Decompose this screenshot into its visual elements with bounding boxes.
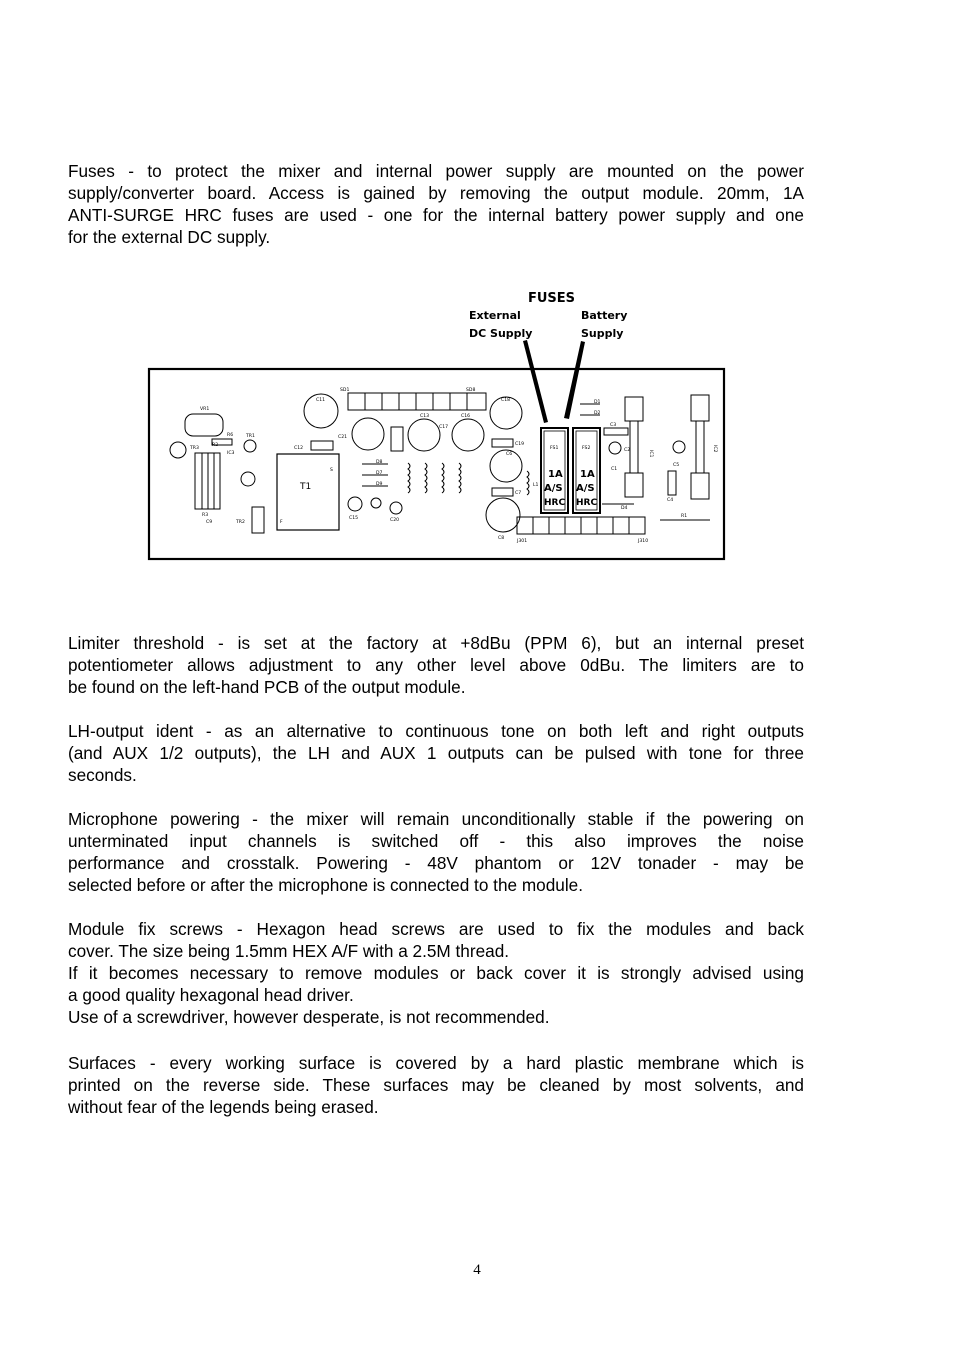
text-line: Fuses - to protect the mixer and internal power supply are mounted on the power [68,161,804,181]
text-line: be found on the left-hand PCB of the output module. [68,677,466,697]
text-line: cover. The size being 1.5mm HEX A/F with a 2.5M thread. [68,941,510,961]
pcb-fuse-diagram [140,283,730,565]
connector-strip [517,517,645,534]
label-r1: R1 [681,514,688,519]
text-line: without fear of the legends being erased. [68,1097,379,1117]
paragraph-fuses [68,160,804,248]
label-d9: D9 [376,482,383,487]
tr2-component [252,507,264,533]
battery-label-1: Battery [581,309,628,322]
transformer-t1 [277,454,339,530]
label-s: S [330,468,333,473]
text-line: Module fix screws - Hexagon head screws are used to fix the modules and back [68,919,804,939]
c7-capacitor [492,488,513,496]
label-vr1: VR1 [200,407,210,412]
label-c3: C3 [610,423,617,428]
text-line: Surfaces - every working surface is covered by a hard plastic membrane which is [68,1053,804,1073]
battery-label-2: Supply [581,327,624,340]
label-c19: C19 [515,442,525,447]
fs1-rating: 1A [548,469,563,480]
label-c1: C1 [611,467,618,472]
c18b-capacitor [371,498,381,508]
paragraph-surfaces [68,1052,804,1118]
label-r6: R6 [227,433,234,438]
c12-capacitor [311,441,333,450]
label-c4: C4 [667,498,674,503]
label-c12: C12 [294,446,304,451]
text-line: LH-output ident - as an alternative to continuous tone on both left and right outputs [68,721,804,741]
label-ic1: IC1 [648,450,653,458]
c5-capacitor [673,441,685,453]
text-line: If it becomes necessary to remove modules or back cover it is strongly advised using [68,963,804,983]
label-ic3: IC3 [227,451,235,456]
label-tr1: TR1 [246,434,255,439]
label-fs2: FS2 [582,446,591,451]
paragraph-mic-powering [68,808,804,896]
text-line: Use of a screwdriver, however desperate, is not recommended. [68,1007,550,1027]
label-c8: C8 [498,536,505,541]
text-line: a good quality hexagonal head driver. [68,985,354,1005]
label-r2: R2 [212,443,219,448]
c21-capacitor [352,418,384,450]
header-strip [348,393,486,410]
small-cap [241,472,255,486]
text-line: selected before or after the microphone is connected to the module. [68,875,583,895]
label-c13: C13 [420,414,430,419]
fs1-class: HRC [544,498,566,508]
paragraph-fix-screws [68,918,804,1028]
paragraph-limiter [68,632,804,698]
text-line: unterminated input channels is switched off - this also improves the noise [68,831,804,851]
text-line: performance and crosstalk. Powering - 48V phantom or 12V tonader - may be [68,853,804,873]
label-d7: D7 [376,471,383,476]
label-d2: D2 [594,411,601,416]
label-l1: L1 [533,483,539,488]
c20-capacitor [390,502,402,514]
text-line: for the external DC supply. [68,227,271,247]
label-c2: C2 [624,448,631,453]
label-c20: C20 [390,518,400,523]
fs1-type: A/S [544,483,563,494]
text-line: potentiometer allows adjustment to any other level above 0dBu. The limiters are to [68,655,804,675]
fs2-type: A/S [576,483,595,494]
c13-capacitor [408,419,440,451]
text-line: (and AUX 1/2 outputs), the LH and AUX 1 outputs can be pulsed with tone for three [68,743,804,763]
vr1-component [185,414,223,436]
label-c5: C5 [673,463,680,468]
label-tr3: TR3 [190,446,199,451]
label-tr2: TR2 [236,520,245,525]
c15-capacitor [348,497,362,511]
tr1-component [244,440,256,452]
c8-capacitor [486,498,520,532]
label-c15: C15 [349,516,359,521]
label-j310: J310 [638,539,649,544]
label-c21: C21 [338,435,348,440]
label-fs1: FS1 [550,446,559,451]
label-j301: J301 [517,539,528,544]
text-line: seconds. [68,765,137,785]
page-number: 4 [473,1262,481,1278]
label-d4: D4 [621,506,628,511]
diagram-title: FUSES [528,291,576,306]
label-c9: C9 [206,520,213,525]
label-c16: C16 [461,414,471,419]
text-line: supply/converter board. Access is gained by removing the output module. 20mm, 1A [68,183,804,203]
label-d1: D1 [594,400,601,405]
label-c7: C7 [515,491,522,496]
c2-capacitor [609,442,621,454]
label-c18: C18 [501,398,511,403]
label-r3: R3 [202,513,209,518]
paragraph-lh-output [68,720,804,786]
tr3-component [170,442,186,458]
ic2-regulator [691,395,709,499]
fs2-rating: 1A [580,469,595,480]
pointer-external [523,340,548,423]
c4-capacitor [668,471,676,495]
text-line: Limiter threshold - is set at the factory at +8dBu (PPM 6), but an internal preset [68,633,804,653]
label-c17: C17 [439,425,449,430]
label-sd8: SD8 [466,388,476,393]
label-sd1: SD1 [340,388,350,393]
c16-capacitor [391,427,403,451]
external-label-1: External [469,309,521,322]
text-line: ANTI-SURGE HRC fuses are used - one for the internal battery power supply and one [68,205,804,225]
label-c11: C11 [316,398,326,403]
external-label-2: DC Supply [469,327,533,340]
label-ic2: IC2 [712,445,717,453]
c19-capacitor [492,439,513,447]
ic1-regulator [625,397,643,497]
text-line: printed on the reverse side. These surfaces may be cleaned by most solvents, and [68,1075,804,1095]
text-line: Microphone powering - the mixer will remain unconditionally stable if the powering on [68,809,804,829]
fs2-class: HRC [576,498,598,508]
inductor-group [408,463,529,495]
c17-capacitor [452,419,484,451]
label-c6: C6 [506,452,513,457]
label-f: F [280,520,283,525]
label-t1: T1 [300,482,312,492]
label-d8: D8 [376,460,383,465]
pointer-battery [564,341,585,419]
c3-capacitor [604,428,628,435]
